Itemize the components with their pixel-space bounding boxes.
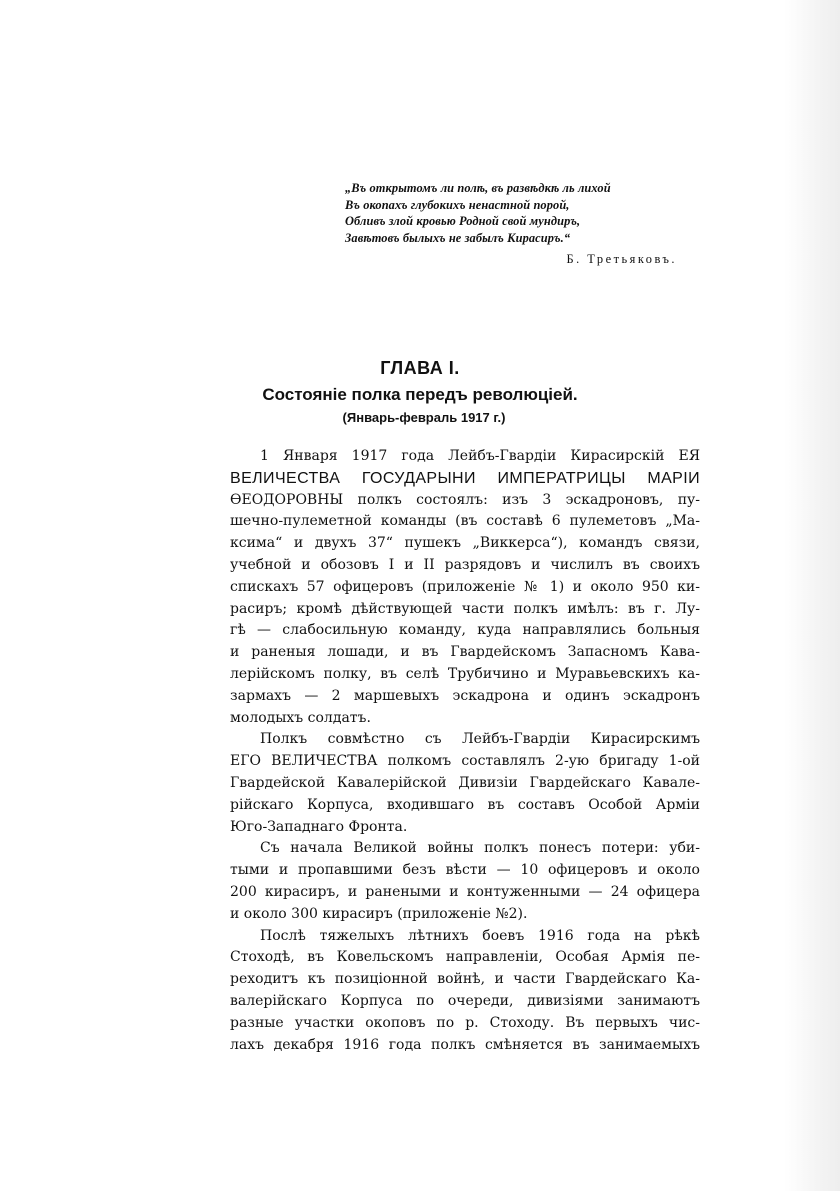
body-line: валерійскаго Корпуса по очереди, дивизіями занимаютъ: [230, 992, 700, 1009]
body-line: спискахъ 57 офицеровъ (приложеніе № 1) и около 950 ки-: [230, 578, 700, 595]
body-text: [230, 446, 700, 1056]
chapter-subtitle: Состояніе полка передъ революціей.: [262, 385, 578, 404]
body-line: ВЕЛИЧЕСТВА ГОСУДАРЫНИ ИМПЕРАТРИЦЫ МАРІИ: [230, 469, 700, 487]
body-line: Гвардейской Кавалерійской Дивизіи Гвардейскаго Кавале-: [230, 774, 700, 791]
body-line: шечно-пулеметной команды (въ составѣ 6 пулеметовъ „Ма-: [230, 513, 700, 530]
body-line: тыми и пропавшими безъ вѣсти — 10 офицеровъ и около: [230, 862, 700, 879]
epigraph-verse-4: Завѣтовъ былыхъ не забылъ Кирасиръ.“: [345, 230, 571, 245]
body-line: ЕГО ВЕЛИЧЕСТВА полкомъ составлялъ 2-ую бригаду 1-ой: [230, 753, 700, 770]
body-line: Съ начала Великой войны полкъ понесъ потери: уби-: [260, 840, 700, 857]
body-line: учебной и обозовъ I и II разрядовъ и числилъ въ своихъ: [230, 556, 700, 573]
body-line: разные участки окоповъ по р. Стоходу. Въ первыхъ чис-: [230, 1014, 700, 1031]
body-line: зармахъ — 2 маршевыхъ эскадрона и одинъ эскадронъ: [230, 687, 700, 704]
epigraph: [345, 180, 705, 268]
body-line: Юго-Западнаго Фронта.: [230, 818, 408, 835]
body-line: и около 300 кирасиръ (приложеніе №2).: [230, 905, 528, 922]
body-line: и раненыя лошади, и въ Гвардейскомъ Запасномъ Кава-: [230, 644, 700, 661]
body-line: расиръ; кромѣ дѣйствующей части полкъ имѣлъ: въ г. Лу-: [230, 600, 700, 617]
body-line: рійскаго Корпуса, входившаго въ составъ Особой Арміи: [230, 796, 700, 813]
epigraph-verse-1: „Въ открытомъ ли полѣ, въ развѣдкѣ ль лихой: [345, 181, 611, 195]
body-line: молодыхъ солдатъ.: [230, 709, 371, 726]
body-line: гѣ — слабосильную команду, куда направлялись больныя: [230, 622, 700, 639]
body-line: 200 кирасиръ, и ранеными и контуженными — 24 офицера: [230, 883, 700, 900]
body-line: ѲЕОДОРОВНЫ полкъ состоялъ: изъ 3 эскадроновъ, пу-: [230, 491, 700, 508]
epigraph-verse-3: Обливъ злой кровью Родной свой мундиръ,: [345, 214, 581, 229]
body-line: ксима“ и двухъ 37“ пушекъ „Виккерса“), командъ связи,: [230, 535, 700, 552]
chapter-date: (Январь-февраль 1917 г.): [342, 410, 506, 425]
body-line: лахъ декабря 1916 года полкъ смѣняется въ занимаемыхъ: [230, 1036, 700, 1053]
chapter-title: ГЛАВА I.: [380, 358, 460, 378]
body-line: 1 Января 1917 года Лейбъ-Гвардіи Кирасирскій ЕЯ: [260, 448, 700, 464]
scan-edge-shadow: [784, 0, 840, 1191]
epigraph-author: Б. Третьяковъ.: [566, 252, 677, 267]
body-line: Полкъ совмѣстно съ Лейбъ-Гвардіи Кирасирскимъ: [260, 731, 700, 748]
epigraph-verse-2: Въ окопахъ глубокихъ ненастной порой,: [345, 197, 570, 212]
body-line: реходитъ къ позиціонной войнѣ, и части Гвардейскаго Ка-: [230, 971, 700, 988]
body-line: Послѣ тяжелыхъ лѣтнихъ боевъ 1916 года на рѣкѣ: [260, 927, 700, 944]
body-line: Стоходѣ, въ Ковельскомъ направленіи, Особая Армія пе-: [230, 949, 700, 966]
body-line: лерійскомъ полку, въ селѣ Трубичино и Муравьевскихъ ка-: [230, 665, 700, 682]
